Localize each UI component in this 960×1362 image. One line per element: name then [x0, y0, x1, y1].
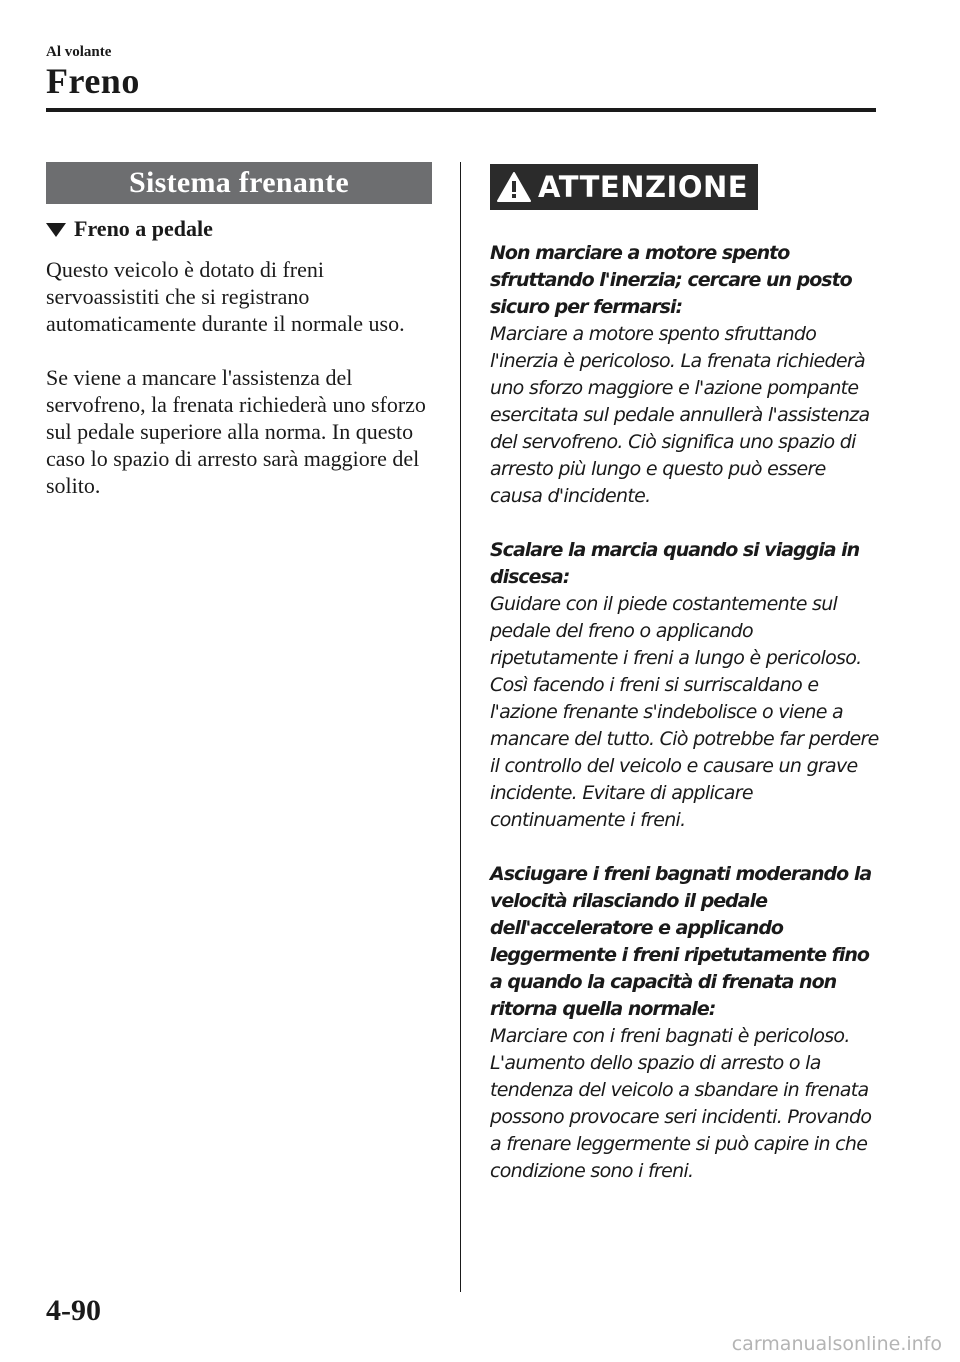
left-column: [46, 162, 432, 499]
section-title: Sistema frenante: [46, 162, 432, 204]
warning-heading: Scalare la marcia quando si viaggia in discesa:: [490, 539, 860, 588]
warning-label: ATTENZIONE: [538, 170, 749, 204]
watermark: carmanualsonline.info: [731, 1333, 942, 1355]
warning-item: [490, 537, 880, 834]
page-title: Freno: [46, 61, 140, 101]
column-divider: [460, 162, 461, 1292]
warning-heading: Asciugare i freni bagnati moderando la velocità rilasciando il pedale dell'acceleratore e applicando leggermente i freni ripetutamente fino a quando la capacità di frenata non ritorna quella normale:: [490, 863, 872, 1020]
subheading: [46, 216, 432, 242]
body-paragraph: Questo veicolo è dotato di freni servoassistiti che si registrano automaticamente durante il normale uso.: [46, 257, 405, 336]
warning-body: Marciare con i freni bagnati è pericoloso. L'aumento dello spazio di arresto o la tendenza del veicolo a sbandare in frenata possono provocare seri incidenti. Provando a frenare leggermente si può capire in che condizione sono i freni.: [490, 1025, 872, 1182]
body-paragraph: Se viene a mancare l'assistenza del servofreno, la frenata richiederà uno sforzo sul pedale superiore alla norma. In questo caso lo spazio di arresto sarà maggiore del solito.: [46, 365, 426, 498]
triangle-down-icon: [46, 223, 66, 237]
breadcrumb: Al volante: [46, 44, 112, 60]
warning-body: Guidare con il piede costantemente sul pedale del freno o applicando ripetutamente i freni a lungo è pericoloso. Così facendo i freni si surriscaldano e l'azione frenante s'indebolisce o viene a mancare del tutto. Ciò potrebbe far perdere il controllo del veicolo e causare un grave incidente. Evitare di applicare continuamente i freni.: [490, 593, 879, 831]
warning-section: [490, 164, 880, 1185]
warning-body: Marciare a motore spento sfruttando l'inerzia è pericoloso. La frenata richiederà uno sforzo maggiore e l'azione pompante esercitata sul pedale annullerà l'assistenza del servofreno. Ciò significa uno spazio di arresto più lungo e questo può essere causa d'incidente.: [490, 323, 870, 507]
page-number: 4-90: [46, 1294, 101, 1327]
subheading-label: Freno a pedale: [74, 216, 213, 241]
warning-triangle-icon: [496, 171, 532, 203]
warning-item: [490, 240, 880, 510]
warning-heading: Non marciare a motore spento sfruttando l'inerzia; cercare un posto sicuro per fermarsi:: [490, 242, 852, 318]
warning-item: [490, 861, 880, 1185]
header-divider: [46, 108, 876, 112]
warning-badge: [490, 164, 758, 210]
